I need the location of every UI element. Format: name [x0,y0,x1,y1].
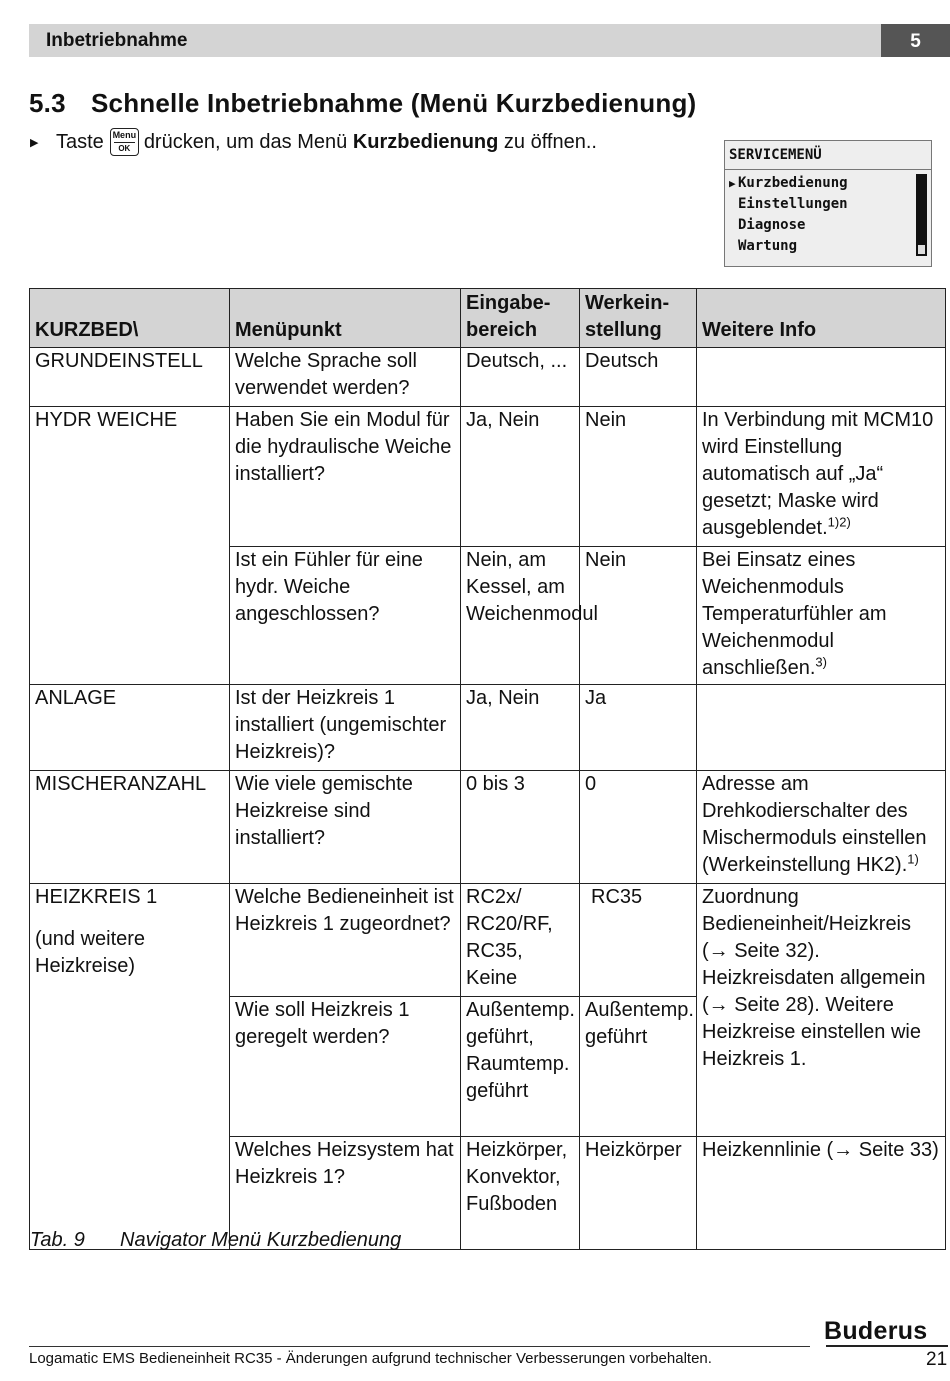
cell-weitere-info: In Verbindung mit MCM10 wird Einstellung automatisch auf „Ja“ gesetzt; Maske wird ausgeblendet.$^{1)2)}$ [697,407,946,547]
col-header-eingabebereich: Eingabe- bereich [461,289,580,348]
cell-werkeinstellung: Deutsch [580,348,697,407]
selection-arrow-icon: ▶ [729,177,736,190]
cell-menuepunkt: Wie viele gemischte Heizkreise sind installiert? [230,771,461,884]
bullet-arrow-icon: ▶ [30,137,39,149]
cell-werkeinstellung: Ja [580,685,697,771]
logo-underline [826,1345,948,1347]
display-item: Diagnose [738,217,806,233]
cell-eingabebereich: Außentemp. geführt, Raumtemp. geführt [461,997,580,1137]
cell-werkeinstellung: 0 [580,771,697,884]
cell-werkeinstellung: Nein [580,547,697,685]
display-scrollbar-thumb [918,245,925,254]
cell-menuepunkt: Wie soll Heizkreis 1 geregelt werden? [230,997,461,1137]
cell-eingabebereich: 0 bis 3 [461,771,580,884]
menu-ok-key-icon [110,128,139,156]
cell-menuepunkt: Ist ein Fühler für eine hydr. Weiche angeschlossen? [230,547,461,685]
table-row [30,771,946,884]
cell-weitere-info: Bei Einsatz eines Weichenmoduls Temperaturfühler am Weichenmodul anschließen.$^{3)}$ [697,547,946,685]
cell-eingabebereich: Deutsch, ... [461,348,580,407]
cell-werkeinstellung: Heizkörper [580,1137,697,1250]
col-header-weitere-info: Weitere Info [697,289,946,348]
cell-menuepunkt: Welches Heizsystem hat Heizkreis 1? [230,1137,461,1250]
instruction-pre: Taste [56,131,104,153]
cell-eingabebereich: Ja, Nein [461,685,580,771]
section-heading: Schnelle Inbetriebnahme (Menü Kurzbedienung) [91,88,697,118]
key-top-label: Menu [112,130,137,140]
display-title: SERVICEMENÜ [729,147,822,163]
section-title [29,88,696,119]
cell-kurzbed: HYDR WEICHE [30,407,230,685]
buderus-logo: Buderus [824,1317,928,1345]
table-row [30,685,946,771]
display-menu-list [729,173,848,257]
cell-eingabebereich: Ja, Nein [461,407,580,547]
table-row [30,348,946,407]
footer-text: Logamatic EMS Bedieneinheit RC35 - Änderungen aufgrund technischer Verbesserungen vorbehalten. [29,1350,712,1367]
cell-werkeinstellung: Außentemp. geführt [580,997,697,1137]
cell-kurzbed: GRUNDEINSTELL [30,348,230,407]
cell-weitere-info [697,685,946,771]
page-number: 21 [926,1349,948,1370]
cell-kurzbed: ANLAGE [30,685,230,771]
servicemenu-display [724,140,932,267]
caption-label: Tab. 9 [30,1229,85,1251]
cell-menuepunkt: Haben Sie ein Modul für die hydraulische Weiche installiert? [230,407,461,547]
cell-menuepunkt: Ist der Heizkreis 1 installiert (ungemischter Heizkreis)? [230,685,461,771]
cell-weitere-info: Zuordnung Bedieneinheit/Heizkreis (→ Seite 32). Heizkreisdaten allgemein (→ Seite 28). Weitere Heizkreise einstellen wie Heizkreis 1. [697,884,946,1137]
instruction-post: zu öffnen.. [503,131,597,153]
navigator-table [29,288,946,1250]
instruction-mid: drücken, um das Menü [143,131,348,153]
col-header-kurzbed: KURZBED\ [30,289,230,348]
col-header-menuepunkt: Menüpunkt [230,289,461,348]
cell-menuepunkt: Welche Sprache soll verwendet werden? [230,348,461,407]
cell-eingabebereich: RC2x/ RC20/RF, RC35, Keine [461,884,580,997]
cell-weitere-info: Heizkennlinie (→ Seite 33) [697,1137,946,1250]
footer-divider [29,1346,810,1347]
cell-menuepunkt: Welche Bedieneinheit ist Heizkreis 1 zugeordnet? [230,884,461,997]
col-header-werkeinstellung: Werkein- stellung [580,289,697,348]
display-scrollbar [916,174,927,256]
cell-kurzbed: MISCHERANZAHL [30,771,230,884]
table-caption [30,1229,401,1252]
cell-werkeinstellung: Nein [580,407,697,547]
display-item: ▶ Kurzbedienung [729,173,848,194]
cell-weitere-info: Adresse am Drehkodierschalter des Mischermoduls einstellen (Werkeinstellung HK2).$^{1)}$ [697,771,946,884]
cell-eingabebereich: Heizkörper, Konvektor, Fußboden [461,1137,580,1250]
display-divider [725,169,931,170]
display-item: Einstellungen [738,196,848,212]
table-header-row [30,289,946,348]
cell-weitere-info [697,348,946,407]
cell-eingabebereich: Nein, am Kessel, am Weichenmodul [461,547,580,685]
header-title: Inbetriebnahme [46,30,188,51]
cell-werkeinstellung: RC35 [580,884,697,997]
cell-kurzbed: HEIZKREIS 1 (und weitere Heizkreise) [30,884,230,1250]
key-bottom-label: OK [118,144,131,153]
instruction-bold: Kurzbedienung [352,131,499,153]
instruction [30,128,597,156]
display-item: Wartung [738,238,798,254]
caption-text: Navigator Menü Kurzbedienung [120,1229,402,1251]
table-row [30,884,946,997]
section-number: 5.3 [29,88,66,118]
chapter-number: 5 [881,24,950,57]
table-row [30,407,946,547]
